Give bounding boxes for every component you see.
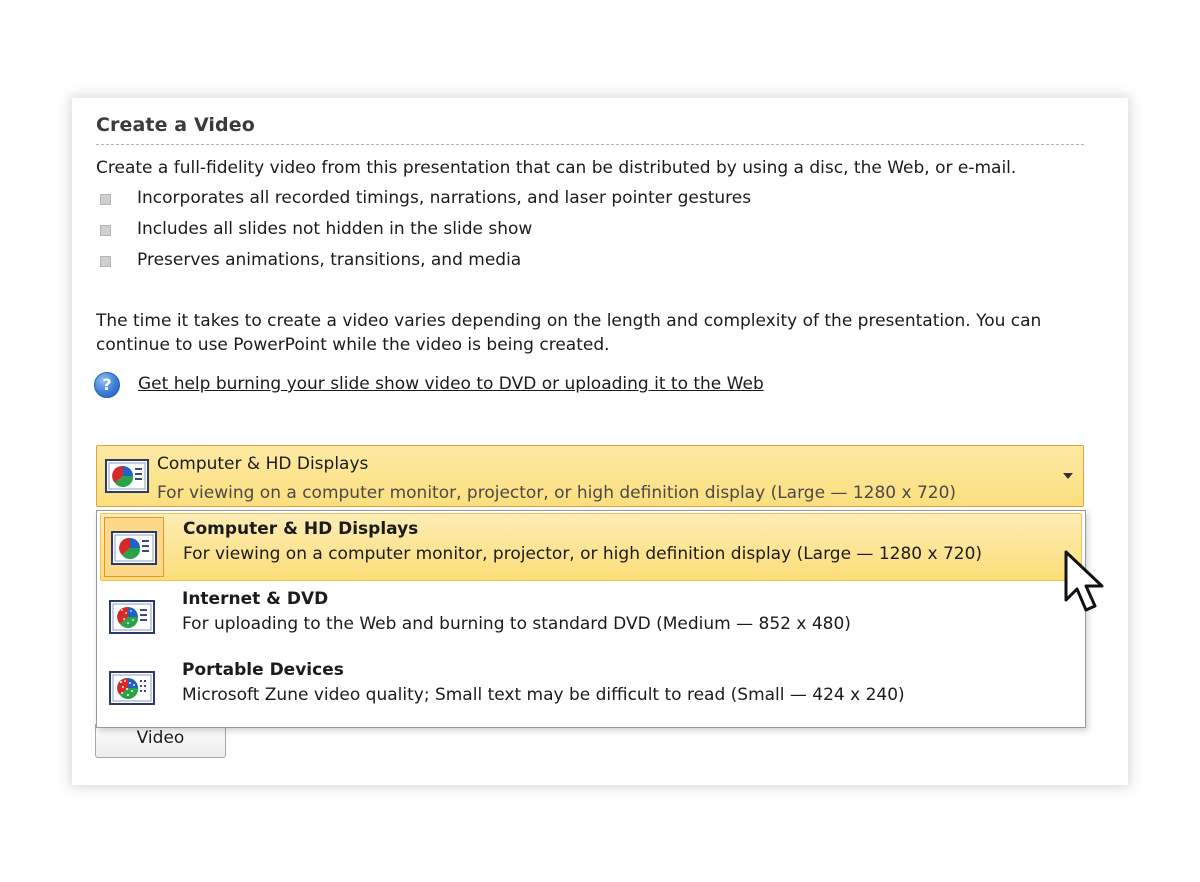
option-title: Internet & DVD <box>182 589 329 609</box>
option-icon-frame <box>103 658 163 718</box>
selected-option-title: Computer & HD Displays <box>157 454 369 474</box>
option-icon-frame <box>104 517 164 577</box>
option-icon-frame <box>103 587 163 647</box>
option-internet-dvd[interactable] <box>100 584 1082 652</box>
mouse-pointer-icon <box>1060 548 1112 624</box>
option-portable-devices[interactable] <box>100 655 1082 723</box>
feature-text: Incorporates all recorded timings, narrations, and laser pointer gestures <box>137 188 752 208</box>
create-video-button[interactable]: Video <box>95 724 226 758</box>
option-subtitle: For uploading to the Web and burning to standard DVD (Medium — 852 x 480) <box>182 614 851 634</box>
square-bullet-icon <box>100 256 111 267</box>
monitor-large-icon <box>111 531 157 569</box>
monitor-small-icon <box>109 671 155 709</box>
dropdown-arrow-icon[interactable] <box>1063 473 1073 479</box>
square-bullet-icon <box>100 225 111 236</box>
help-icon[interactable]: ? <box>94 372 120 398</box>
feature-text: Preserves animations, transitions, and media <box>137 250 522 270</box>
option-title: Portable Devices <box>182 660 344 680</box>
monitor-large-icon <box>105 459 149 497</box>
help-link[interactable]: Get help burning your slide show video to DVD or uploading it to the Web <box>138 374 764 394</box>
option-subtitle: For viewing on a computer monitor, projector, or high definition display (Large — 1280 x 720) <box>183 544 983 564</box>
option-computer-hd[interactable] <box>100 513 1082 581</box>
section-description: Create a full-fidelity video from this presentation that can be distributed by using a disc, the Web, or e-mail. <box>96 158 1017 178</box>
square-bullet-icon <box>100 194 111 205</box>
option-title: Computer & HD Displays <box>183 519 419 539</box>
section-title: Create a Video <box>96 114 255 136</box>
feature-text: Includes all slides not hidden in the slide show <box>137 219 533 239</box>
selected-option-subtitle: For viewing on a computer monitor, projector, or high definition display (Large — 1280 x 720) <box>157 483 957 503</box>
info-paragraph: The time it takes to create a video varies depending on the length and complexity of the presentation. You can continue to use PowerPoint while the video is being created. <box>96 311 1042 355</box>
video-quality-select[interactable] <box>96 445 1084 507</box>
create-video-panel <box>72 98 1128 785</box>
quality-dropdown-list <box>96 510 1086 728</box>
monitor-medium-icon <box>109 600 155 638</box>
option-subtitle: Microsoft Zune video quality; Small text may be difficult to read (Small — 424 x 240) <box>182 685 905 705</box>
title-divider <box>96 144 1084 145</box>
